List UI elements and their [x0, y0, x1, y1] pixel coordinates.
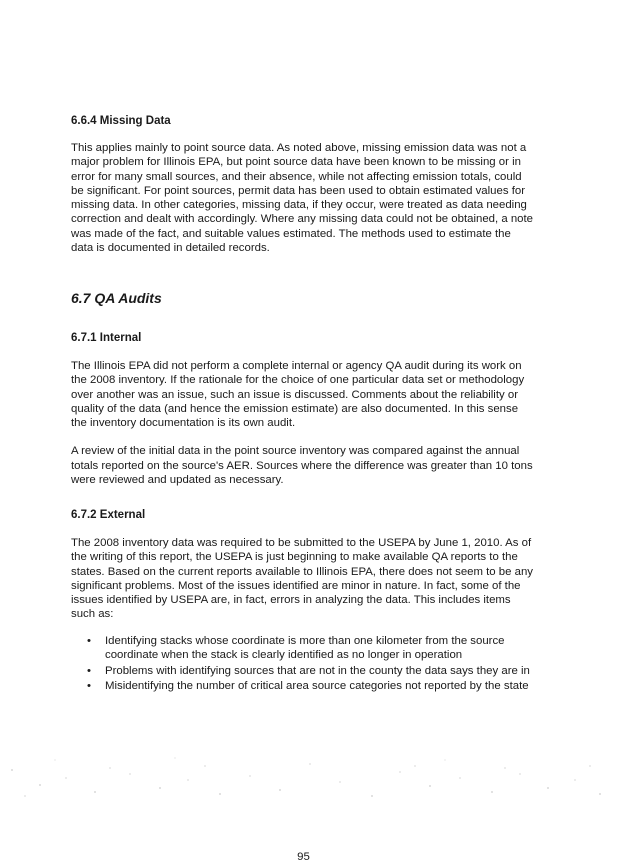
list-item: • Problems with identifying sources that are not in the county the data says they are in [87, 664, 530, 677]
section-6-7-1-body [71, 359, 536, 487]
issues-bullet-list [71, 634, 536, 694]
section-6-6-4-heading: 6.6.4 Missing Data [71, 115, 171, 127]
page-number: 95 [297, 851, 310, 863]
list-item: • Identifying stacks whose coordinate is more than one kilometer from the source coordinate when the stack is clearly identified as no longer in operation [87, 635, 505, 662]
section-6-7-1-paragraph-2: A review of the initial data in the point source inventory was compared against the annual totals reported on the source's AER. Sources where the difference was greater than 10 tons were reviewed and updated as necessary. [71, 445, 533, 487]
section-6-7-2-paragraph: The 2008 inventory data was required to be submitted to the USEPA by June 1, 2010. As of the writing of this report, the USEPA is just beginning to make available QA reports to the states. Based on the current reports available to Illinois EPA, there does not seem to be any significant problems. Most of the issues identified are minor in nature. In fact, some of the issues identified by USEPA are, in fact, errors in analyzing the data. This includes items such as: [71, 537, 534, 621]
section-6-6-4-paragraph: This applies mainly to point source data. As noted above, missing emission data was not a major problem for Illinois EPA, but point source data have been known to be missing or in error for many small sources, and their absence, while not affecting emission totals, could be significant. For point sources, permit data has been used to obtain estimated values for missing data. In other categories, missing data, if they occur, were treated as data needing correction and dealt with accordingly. Where any missing data could not be obtained, a note was made of the fact, and suitable values estimated. The methods used to estimate the data is documented in detailed records. [71, 142, 534, 255]
section-6-7-heading: 6.7 QA Audits [71, 290, 162, 306]
section-6-7-1-paragraph-1: The Illinois EPA did not perform a complete internal or agency QA audit during its work on the 2008 inventory. If the rationale for the choice of one particular data set or methodology over another was an issue, such an issue is discussed. Comments about the reliability or quality of the data (and hence the emission estimate) are also documented. In this sense the inventory documentation is its own audit. [71, 360, 525, 430]
bullet-icon: • [87, 679, 91, 692]
bullet-icon: • [87, 664, 91, 677]
bullet-icon: • [87, 635, 91, 647]
scan-noise-decoration [0, 730, 619, 800]
list-item: • Misidentifying the number of critical area source categories not reported by the state [87, 679, 529, 692]
section-6-7-2-heading: 6.7.2 External [71, 509, 146, 521]
section-6-7-1-heading: 6.7.1 Internal [71, 332, 142, 344]
